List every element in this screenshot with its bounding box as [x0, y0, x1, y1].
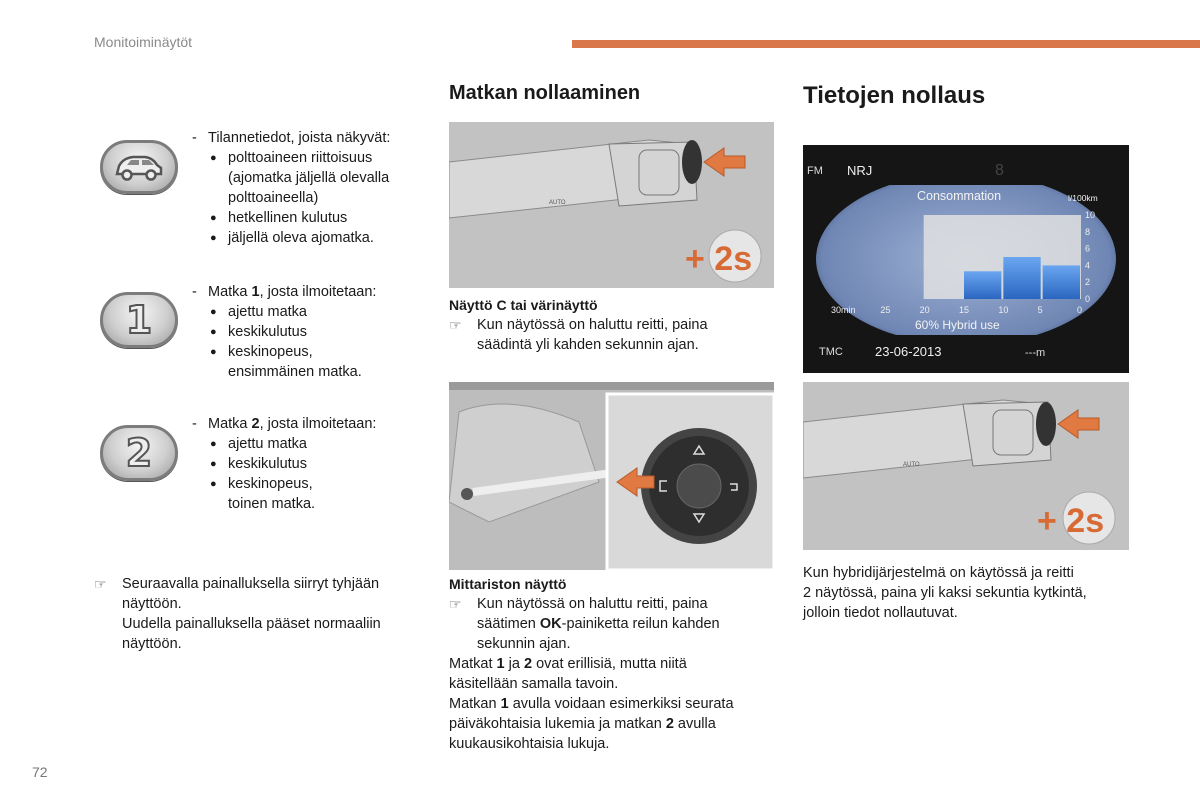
left-note — [94, 574, 424, 654]
list-item: ● keskikulutus — [210, 322, 432, 342]
stalk-photo-right — [803, 382, 1129, 550]
trip1-text — [192, 282, 432, 382]
trip2-text — [192, 414, 432, 514]
right-title: Tietojen nollaus — [803, 82, 986, 109]
chart-bar — [964, 271, 1001, 299]
display-c-block — [449, 295, 774, 355]
consumption-chart — [803, 145, 1129, 373]
list-item-cont: polttoaineella) — [228, 190, 319, 206]
stalk-photo — [449, 122, 774, 288]
station-label: NRJ — [847, 163, 873, 178]
y-tick-label: 6 — [1085, 243, 1091, 254]
hybrid-use-label: 60% Hybrid use — [915, 318, 1000, 332]
screen-digit: 8 — [995, 162, 1004, 179]
note-line: näyttöön. — [122, 596, 182, 612]
note-line: näyttöön. — [122, 636, 182, 652]
car-item-intro: - Tilannetiedot, joista näkyvät: — [192, 128, 432, 148]
right-text-line: 2 näytössä, paina yli kaksi sekuntia kytkintä, — [803, 585, 1087, 601]
dashboard-line: ☞ Kun näytössä on haluttu reitti, paina — [449, 594, 779, 614]
trips-paragraph: käsitellään samalla tavoin. — [449, 676, 619, 692]
x-tick-label: 5 — [1037, 305, 1043, 315]
car-icon — [100, 140, 178, 194]
middle-title: Matkan nollaaminen — [449, 82, 641, 104]
y-tick-label: 10 — [1085, 210, 1096, 220]
header-accent-bar — [572, 40, 1200, 48]
stalk-auto-label: AUTO — [549, 200, 566, 206]
y-tick-label: 8 — [1085, 226, 1091, 237]
list-item: ● ajettu matka — [210, 434, 432, 454]
display-c-line: säädintä yli kahden sekunnin ajan. — [477, 337, 699, 353]
list-item: ● ajettu matka — [210, 302, 432, 322]
dashboard-heading: Mittariston näyttö — [449, 576, 567, 592]
chart-bar — [1003, 257, 1040, 299]
display-c-line: ☞ Kun näytössä on haluttu reitti, paina — [449, 315, 774, 335]
list-item: ● hetkellinen kulutus — [210, 208, 432, 228]
example-paragraph: Matkan 1 avulla voidaan esimerkiksi seurata — [449, 696, 734, 712]
chart-title: Consommation — [917, 189, 1002, 203]
dashboard-line: säätimen OK-painiketta reilun kahden — [477, 616, 720, 632]
right-text-line: jolloin tiedot nollautuvat. — [803, 605, 958, 621]
trip2-intro: - Matka 2, josta ilmoitetaan: — [192, 414, 432, 434]
note-line: Uudella painalluksella pääset normaaliin — [122, 616, 381, 632]
stalk-auto-label: AUTO — [903, 462, 920, 468]
trip1-intro: - Matka 1, josta ilmoitetaan: — [192, 282, 432, 302]
y-tick-label: 0 — [1085, 294, 1091, 304]
fm-label: FM — [807, 165, 823, 177]
dashboard-block — [449, 574, 779, 754]
consumption-screen — [803, 145, 1129, 373]
x-tick-label: 10 — [998, 305, 1009, 315]
trip2-badge-number: 2 — [125, 431, 153, 475]
list-item: ● polttoaineen riittoisuus — [210, 148, 432, 168]
chart-bar — [1043, 265, 1080, 299]
page-number: 72 — [32, 764, 48, 780]
x-tick-label: 0 — [1077, 305, 1083, 315]
tmc-label: TMC — [819, 346, 843, 358]
right-text — [803, 563, 1133, 623]
x-tick-label: 25 — [880, 305, 891, 315]
y-tick-label: 2 — [1085, 277, 1091, 288]
car-item-text — [192, 128, 432, 248]
section-header: Monitoiminäytöt — [94, 34, 193, 50]
note-line: ☞ Seuraavalla painalluksella siirryt tyhjään — [94, 574, 424, 594]
right-text-line: Kun hybridijärjestelmä on käytössä ja reitti — [803, 565, 1074, 581]
plus-2s-badge: + 2s — [1037, 502, 1105, 540]
example-paragraph: päiväkohtaisia lukemia ja matkan 2 avulla — [449, 716, 716, 732]
plus-2s-badge: + 2s — [685, 240, 753, 278]
list-item-cont: ensimmäinen matka. — [228, 364, 362, 380]
chart-unit: l/100km — [1068, 193, 1098, 203]
list-item: ● keskinopeus, — [210, 342, 432, 362]
list-item: ● keskikulutus — [210, 454, 432, 474]
list-item: ● jäljellä oleva ajomatka. — [210, 228, 432, 248]
date-label: 23-06-2013 — [875, 344, 942, 359]
example-paragraph: kuukausikohtaisia lukuja. — [449, 736, 610, 752]
list-item-cont: toinen matka. — [228, 496, 316, 512]
list-item: ● keskinopeus, — [210, 474, 432, 494]
x-tick-label: 15 — [959, 305, 970, 315]
list-item-cont: (ajomatka jäljellä olevalla — [228, 170, 390, 186]
display-c-heading: Näyttö C tai värinäyttö — [449, 297, 598, 313]
trips-paragraph: Matkat 1 ja 2 ovat erillisiä, mutta niitä — [449, 656, 687, 672]
y-tick-label: 4 — [1085, 260, 1091, 271]
dashboard-photo — [449, 382, 774, 570]
x-tick-label: 30min — [831, 305, 856, 315]
x-tick-label: 20 — [919, 305, 930, 315]
dashboard-line: sekunnin ajan. — [477, 636, 571, 652]
trip1-badge — [100, 292, 178, 348]
distance-label: ---m — [1025, 347, 1046, 359]
trip1-badge-number: 1 — [125, 298, 153, 342]
trip2-badge — [100, 425, 178, 481]
